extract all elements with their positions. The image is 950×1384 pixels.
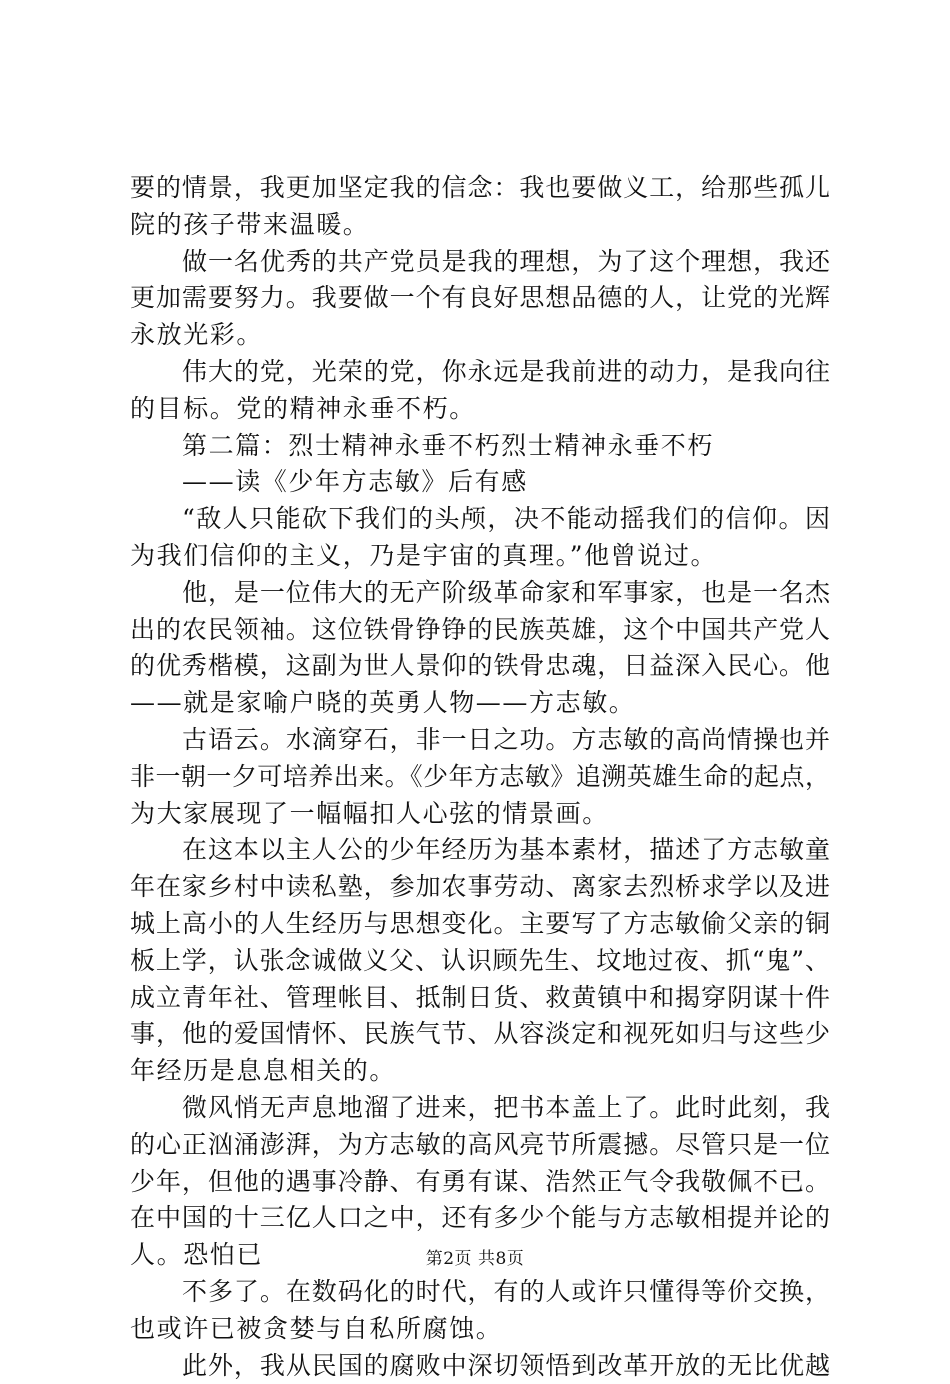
text-line: 不多了。在数码化的时代，有的人或许只懂得等价交换， <box>130 1274 830 1311</box>
text-line: 更加需要努力。我要做一个有良好思想品德的人，让党的光辉 <box>130 280 830 317</box>
text-line: 成立青年社、管理帐目、抵制日货、救黄镇中和揭穿阴谋十件 <box>130 980 830 1017</box>
text-line: 为大家展现了一幅幅扣人心弦的情景画。 <box>130 796 830 833</box>
text-line: 为我们信仰的主义，乃是宇宙的真理。”他曾说过。 <box>130 538 830 575</box>
text-line: 在中国的十三亿人口之中，还有多少个能与方志敏相提并论的 <box>130 1200 830 1237</box>
text-line: 在这本以主人公的少年经历为基本素材，描述了方志敏童 <box>130 832 830 869</box>
text-line: 板上学，认张念诚做义父、认识顾先生、坟地过夜、抓“鬼”、 <box>130 943 830 980</box>
text-line: 的优秀楷模，这副为世人景仰的铁骨忠魂，日益深入民心。他 <box>130 648 830 685</box>
text-line: 此外，我从民国的腐败中深切领悟到改革开放的无比优越 <box>130 1348 830 1384</box>
text-line: 他，是一位伟大的无产阶级革命家和军事家，也是一名杰 <box>130 575 830 612</box>
text-line: 做一名优秀的共产党员是我的理想，为了这个理想，我还 <box>130 244 830 281</box>
text-line: 伟大的党，光荣的党，你永远是我前进的动力，是我向往 <box>130 354 830 391</box>
text-line: 城上高小的人生经历与思想变化。主要写了方志敏偷父亲的铜 <box>130 906 830 943</box>
text-line: 的目标。党的精神永垂不朽。 <box>130 391 830 428</box>
text-line: 也或许已被贪婪与自私所腐蚀。 <box>130 1311 830 1348</box>
text-line: 微风悄无声息地溜了进来，把书本盖上了。此时此刻，我 <box>130 1090 830 1127</box>
text-line: 的心正汹涌澎湃，为方志敏的高风亮节所震撼。尽管只是一位 <box>130 1127 830 1164</box>
text-line: “敌人只能砍下我们的头颅，决不能动摇我们的信仰。因 <box>130 501 830 538</box>
text-line: 年经历是息息相关的。 <box>130 1053 830 1090</box>
text-line: 要的情景，我更加坚定我的信念：我也要做义工，给那些孤儿 <box>130 170 830 207</box>
page-footer: 第2页 共8页 <box>0 1244 950 1269</box>
text-line: 非一朝一夕可培养出来。《少年方志敏》追溯英雄生命的起点， <box>130 759 830 796</box>
text-line: 事，他的爱国情怀、民族气节、从容淡定和视死如归与这些少 <box>130 1016 830 1053</box>
text-line: ——就是家喻户晓的英勇人物——方志敏。 <box>130 685 830 722</box>
text-line: 出的农民领袖。这位铁骨铮铮的民族英雄，这个中国共产党人 <box>130 612 830 649</box>
text-line: 第二篇：烈士精神永垂不朽烈士精神永垂不朽 <box>130 428 830 465</box>
text-line: ——读《少年方志敏》后有感 <box>130 464 830 501</box>
text-line: 少年，但他的遇事冷静、有勇有谋、浩然正气令我敬佩不已。 <box>130 1164 830 1201</box>
document-body <box>130 170 830 1384</box>
text-line: 永放光彩。 <box>130 317 830 354</box>
text-line: 院的孩子带来温暖。 <box>130 207 830 244</box>
text-line: 年在家乡村中读私塾，参加农事劳动、离家去烈桥求学以及进 <box>130 869 830 906</box>
text-line: 古语云。水滴穿石，非一日之功。方志敏的高尚情操也并 <box>130 722 830 759</box>
text-line: 人。恐怕已 <box>130 1237 830 1274</box>
